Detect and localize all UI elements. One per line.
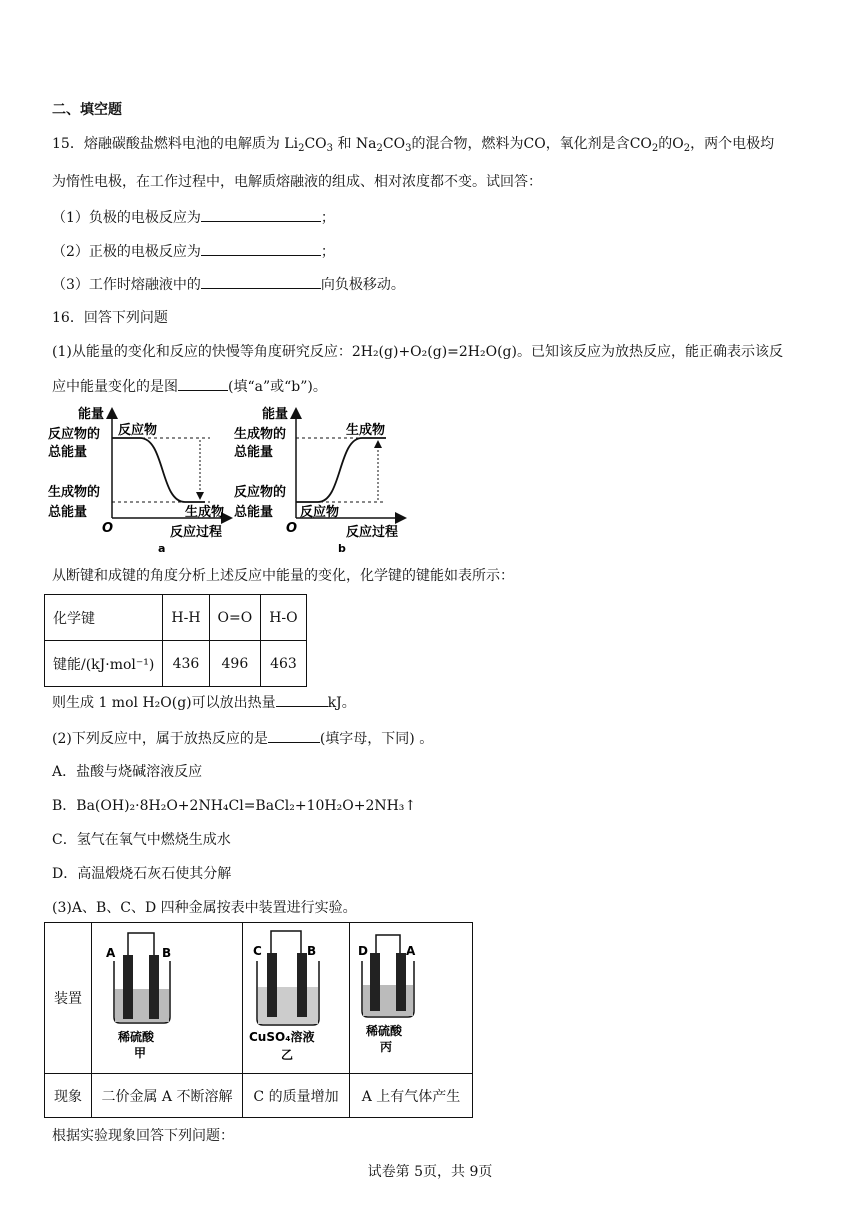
svg-text:A: A [106, 946, 116, 960]
svg-text:丙: 丙 [380, 1040, 393, 1054]
heat-question: 则生成 1 mol H₂O(g)可以放出热量 kJ。 [52, 692, 356, 713]
device-bing [350, 923, 473, 1074]
table-row: 化学键 H-H O=O H-O [45, 595, 307, 641]
energy-diagrams [40, 404, 420, 556]
page-footer: 试卷第 5页，共 9页 [367, 1164, 493, 1180]
q16-p1-line2: 应中能量变化的是图 (填“a”或“b”)。 [52, 376, 327, 397]
answer-blank[interactable] [201, 274, 321, 289]
formula-li2co3: $Li_2CO_3$ [284, 136, 334, 154]
option-d: D．高温煅烧石灰石使其分解 [52, 866, 232, 882]
svg-text:反应物的: 反应物的 [234, 485, 287, 500]
bond-energy-table [44, 594, 307, 687]
svg-text:稀硫酸: 稀硫酸 [366, 1024, 403, 1038]
svg-text:甲: 甲 [134, 1046, 147, 1060]
svg-text:O: O [102, 521, 114, 536]
svg-text:生成物的: 生成物的 [48, 485, 101, 500]
svg-text:生成物: 生成物 [185, 505, 225, 520]
svg-text:稀硫酸: 稀硫酸 [118, 1030, 155, 1044]
option-c: C．氢气在氧气中燃烧生成水 [52, 832, 231, 848]
closing-line: 根据实验现象回答下列问题： [52, 1128, 234, 1144]
svg-text:D: D [358, 944, 368, 958]
svg-text:B: B [307, 944, 317, 958]
q15-number: 15． [52, 136, 84, 152]
svg-text:C: C [253, 944, 262, 958]
svg-text:乙: 乙 [281, 1048, 294, 1062]
answer-blank[interactable] [201, 241, 321, 256]
svg-text:生成物: 生成物 [346, 423, 386, 438]
energy-graph-b [234, 406, 404, 555]
bond-intro: 从断键和成键的角度分析上述反应中能量的变化，化学键的键能如表所示： [52, 568, 514, 584]
q15-line1: 15．熔融碳酸盐燃料电池的电解质为 $Li_2CO_3$ 和 $Na_2CO_3$的混合物，燃料为CO，氧化剂是含$CO_2$的$O_2$，两个电极均 [52, 136, 775, 154]
option-b: B．Ba(OH)₂·8H₂O+2NH₄Cl=BaCl₂+10H₂O+2NH₃↑ [52, 798, 417, 814]
answer-blank[interactable] [201, 207, 321, 222]
section-title: 二、填空题 [52, 102, 122, 118]
device-yi [243, 923, 350, 1074]
device-jia [92, 923, 243, 1074]
svg-text:CuSO₄溶液: CuSO₄溶液 [249, 1030, 315, 1044]
q16-p1-line1: (1)从能量的变化和反应的快慢等角度研究反应：2H₂(g)+O₂(g)=2H₂O(g)。已知该反应为放热反应，能正确表示该反 [52, 344, 783, 360]
q15-sub3: （3）工作时熔融液中的 向负极移动。 [52, 274, 405, 295]
table-row: 装置 A B 稀硫酸 甲 C B CuSO₄溶液 乙 D A 稀硫酸 丙 [45, 923, 473, 1074]
svg-text:总能量: 总能量 [234, 445, 274, 460]
table-row: 键能/(kJ·mol⁻¹) 436 496 463 [45, 641, 307, 687]
q15-line2: 为惰性电极，在工作过程中，电解质熔融液的组成、相对浓度都不变。试回答： [52, 174, 542, 190]
formula-co2: $CO_2$ [629, 136, 659, 154]
answer-blank[interactable] [268, 728, 320, 743]
q16-heading: 16．回答下列问题 [52, 310, 168, 326]
answer-blank[interactable] [178, 376, 228, 391]
q16-p2: (2)下列反应中，属于放热反应的是 (填字母，下同) 。 [52, 728, 433, 749]
svg-text:B: B [162, 946, 172, 960]
formula-co: CO [523, 136, 546, 152]
axis-label-energy: 能量 [78, 407, 105, 422]
graph-caption: a [158, 542, 166, 555]
option-a: A．盐酸与烧碱溶液反应 [52, 764, 203, 780]
formula-o2: $O_2$ [672, 136, 691, 154]
svg-text:反应物: 反应物 [300, 505, 340, 520]
experiment-table [44, 922, 473, 1118]
svg-text:总能量: 总能量 [234, 505, 274, 520]
svg-text:反应过程: 反应过程 [346, 525, 399, 540]
q15-sub1: （1）负极的电极反应为 ； [52, 207, 335, 228]
energy-graph-a [48, 406, 230, 555]
graph-caption: b [338, 542, 346, 555]
q16-p3: (3)A、B、C、D 四种金属按表中装置进行实验。 [52, 900, 357, 916]
svg-text:反应物的: 反应物的 [48, 427, 101, 442]
svg-text:生成物的: 生成物的 [234, 427, 287, 442]
table-row: 现象 二价金属 A 不断溶解 C 的质量增加 A 上有气体产生 [45, 1074, 473, 1118]
q15-sub2: （2）正极的电极反应为 ； [52, 241, 335, 262]
svg-text:反应过程: 反应过程 [170, 525, 223, 540]
answer-blank[interactable] [276, 692, 328, 707]
svg-text:总能量: 总能量 [48, 445, 88, 460]
axis-label-energy: 能量 [262, 407, 289, 422]
formula-na2co3: $Na_2CO_3$ [355, 136, 412, 154]
svg-text:反应物: 反应物 [118, 423, 158, 438]
svg-text:总能量: 总能量 [48, 505, 88, 520]
svg-text:A: A [406, 944, 416, 958]
svg-text:O: O [286, 521, 298, 536]
